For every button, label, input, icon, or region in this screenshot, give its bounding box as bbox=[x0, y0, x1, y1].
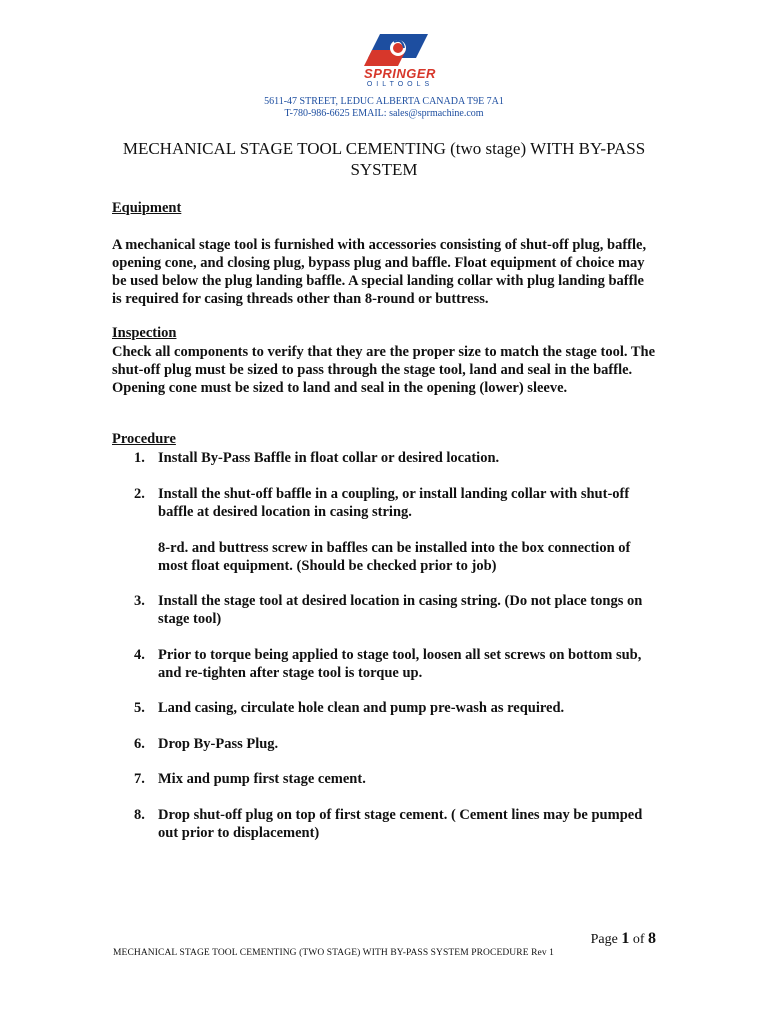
step-text: Prior to torque being applied to stage tool, loosen all set screws on bottom sub, and re-tighten after stage tool is torque up. bbox=[158, 647, 642, 681]
step-number: 2. bbox=[134, 486, 145, 502]
step-number: 6. bbox=[134, 736, 145, 752]
step-number: 5. bbox=[134, 700, 145, 716]
page-of: of bbox=[632, 932, 645, 947]
page-label: Page bbox=[590, 932, 618, 947]
step-text: Install the stage tool at desired location in casing string. (Do not place tongs on stage tool) bbox=[158, 593, 643, 627]
contact-line: T-780-986-6625 EMAIL: sales@sprmachine.com bbox=[284, 108, 484, 119]
step-text: Drop By-Pass Plug. bbox=[158, 736, 279, 752]
document-title: MECHANICAL STAGE TOOL CEMENTING (two stage) WITH BY-PASS SYSTEM bbox=[122, 139, 646, 179]
footer-document-title: MECHANICAL STAGE TOOL CEMENTING (TWO STAGE) WITH BY-PASS SYSTEM PROCEDURE Rev 1 bbox=[113, 948, 555, 958]
logo-wordmark: SPRINGER bbox=[364, 66, 436, 81]
page-current: 1 bbox=[621, 930, 630, 947]
logo-subtitle: OILTOOLS bbox=[366, 81, 434, 88]
inspection-heading: Inspection bbox=[112, 325, 177, 341]
step-number: 1. bbox=[134, 450, 145, 466]
step-text: Drop shut-off plug on top of first stage cement. ( Cement lines may be pumped out prior to displacement) bbox=[158, 807, 643, 841]
step-text: 8-rd. and buttress screw in baffles can be installed into the box connection of most float equipment. (Should be checked prior to job) bbox=[158, 540, 631, 574]
equipment-heading: Equipment bbox=[112, 200, 182, 216]
address-line: 5611-47 STREET, LEDUC ALBERTA CANADA T9E 7A1 bbox=[264, 96, 504, 107]
step-number: 7. bbox=[134, 771, 145, 787]
procedure-heading: Procedure bbox=[112, 431, 176, 447]
step-text: Mix and pump first stage cement. bbox=[158, 771, 366, 787]
step-number: 3. bbox=[134, 593, 145, 609]
step-text: Install By-Pass Baffle in float collar or desired location. bbox=[158, 450, 500, 466]
step-number: 8. bbox=[134, 807, 145, 823]
inspection-body: Check all components to verify that they are the proper size to match the stage tool. The shut-off plug must be sized to pass through the stage tool, land and seal in the baffle. Opening cone must be sized to land and seal in the opening (lower) sleeve. bbox=[112, 344, 656, 396]
step-text: Install the shut-off baffle in a coupling, or install landing collar with shut-off baffle at desired location in casing string. bbox=[158, 486, 630, 520]
page-total: 8 bbox=[648, 930, 656, 947]
page-number bbox=[591, 930, 656, 948]
step-text: Land casing, circulate hole clean and pump pre-wash as required. bbox=[158, 700, 565, 716]
step-number: 4. bbox=[134, 647, 145, 663]
equipment-body: A mechanical stage tool is furnished with accessories consisting of shut-off plug, baffle, opening cone, and closing plug, bypass plug and baffle. Float equipment of choice may be used below the plug landing baffle. A special landing collar with plug landing baffle is required for casing threads other than 8-round or buttress. bbox=[112, 237, 647, 307]
